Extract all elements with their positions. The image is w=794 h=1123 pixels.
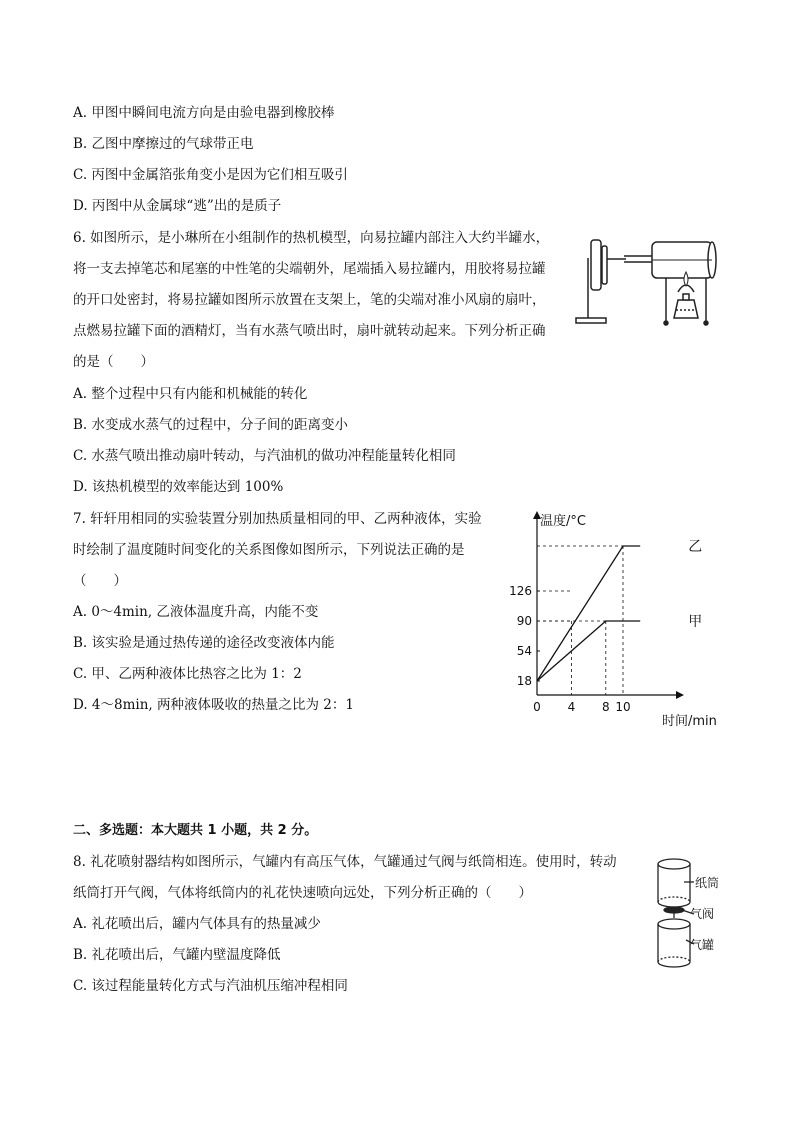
label-valve: 气阀 [690, 907, 715, 921]
y-tick-label: 18 [516, 674, 532, 688]
q5-option-a: A. 甲图中瞬间电流方向是由验电器到橡胶棒 [73, 105, 335, 121]
confetti-launcher-figure [650, 852, 750, 974]
q6-option-b: B. 水变成水蒸气的过程中，分子间的距离变小 [73, 417, 349, 433]
x-axis-arrow [676, 691, 684, 699]
heat-engine-figure [574, 228, 724, 328]
q6-stem-line: 的是（ ） [73, 354, 154, 370]
q8-stem-line: 纸筒打开气阀，气体将纸筒内的礼花快速喷向远处，下列分析正确的（ ） [73, 885, 532, 901]
label-gas-tank: 气罐 [690, 938, 715, 952]
q7-option-a: A. 0～4min, 乙液体温度升高，内能不变 [73, 604, 319, 620]
q7-option-b: B. 该实验是通过热传递的途径改变液体内能 [73, 635, 335, 651]
q8-stem-line: 8. 礼花喷射器结构如图所示，气罐内有高压气体，气罐通过气阀与纸筒相连。使用时，转动 [73, 854, 617, 870]
q6-option-c: C. 水蒸气喷出推动扇叶转动，与汽油机的做功冲程能量转化相同 [73, 448, 456, 464]
y-tick-label: 126 [509, 584, 532, 598]
section-heading: 二、多选题：本大题共 1 小题，共 2 分。 [73, 823, 318, 838]
q6-option-d: D. 该热机模型的效率能达到 100% [73, 479, 284, 495]
series-line [537, 546, 640, 681]
q7-option-c: C. 甲、乙两种液体比热容之比为 1：2 [73, 666, 302, 682]
q5-option-d: D. 丙图中从金属球“逃”出的是质子 [73, 198, 282, 214]
q6-stem-line: 的开口处密封，将易拉罐如图所示放置在支架上，笔的尖端对准小风扇的扇叶， [73, 292, 546, 308]
x-axis-label: 时间/min [662, 714, 717, 729]
series-label: 乙 [688, 539, 703, 555]
series-label: 甲 [688, 614, 703, 630]
x-tick-label: 8 [601, 700, 610, 714]
temperature-time-chart [500, 505, 730, 729]
label-paper-tube: 纸筒 [695, 876, 720, 890]
q6-stem-line: 6. 如图所示，是小琳所在小组制作的热机模型，向易拉罐内部注入大约半罐水， [73, 230, 550, 246]
y-axis-label: 温度/°C [540, 514, 586, 529]
series-line [537, 621, 640, 681]
q7-stem-line: （ ） [73, 573, 127, 589]
x-tick-label: 10 [615, 700, 631, 714]
q7-stem-line: 时绘制了温度随时间变化的关系图像如图所示，下列说法正确的是 [73, 542, 465, 558]
y-tick-label: 54 [516, 644, 532, 658]
q6-stem-line: 将一支去掉笔芯和尾塞的中性笔的尖端朝外，尾端插入易拉罐内，用胶将易拉罐 [73, 261, 546, 277]
x-tick-label: 0 [533, 700, 541, 714]
q7-option-d: D. 4～8min, 两种液体吸收的热量之比为 2：1 [73, 697, 354, 713]
q8-option-c: C. 该过程能量转化方式与汽油机压缩冲程相同 [73, 978, 348, 994]
q8-option-b: B. 礼花喷出后，气罐内壁温度降低 [73, 947, 281, 963]
q7-stem-line: 7. 轩轩用相同的实验装置分别加热质量相同的甲、乙两种液体，实验 [73, 511, 482, 527]
q6-stem-line: 点燃易拉罐下面的酒精灯，当有水蒸气喷出时，扇叶就转动起来。下列分析正确 [73, 323, 546, 339]
q5-option-b: B. 乙图中摩擦过的气球带正电 [73, 136, 254, 152]
y-tick-label: 90 [516, 614, 532, 628]
q6-option-a: A. 整个过程中只有内能和机械能的转化 [73, 386, 308, 402]
q8-option-a: A. 礼花喷出后，罐内气体具有的热量减少 [73, 916, 321, 932]
x-tick-label: 4 [567, 700, 576, 714]
q5-option-c: C. 丙图中金属箔张角变小是因为它们相互吸引 [73, 167, 348, 183]
